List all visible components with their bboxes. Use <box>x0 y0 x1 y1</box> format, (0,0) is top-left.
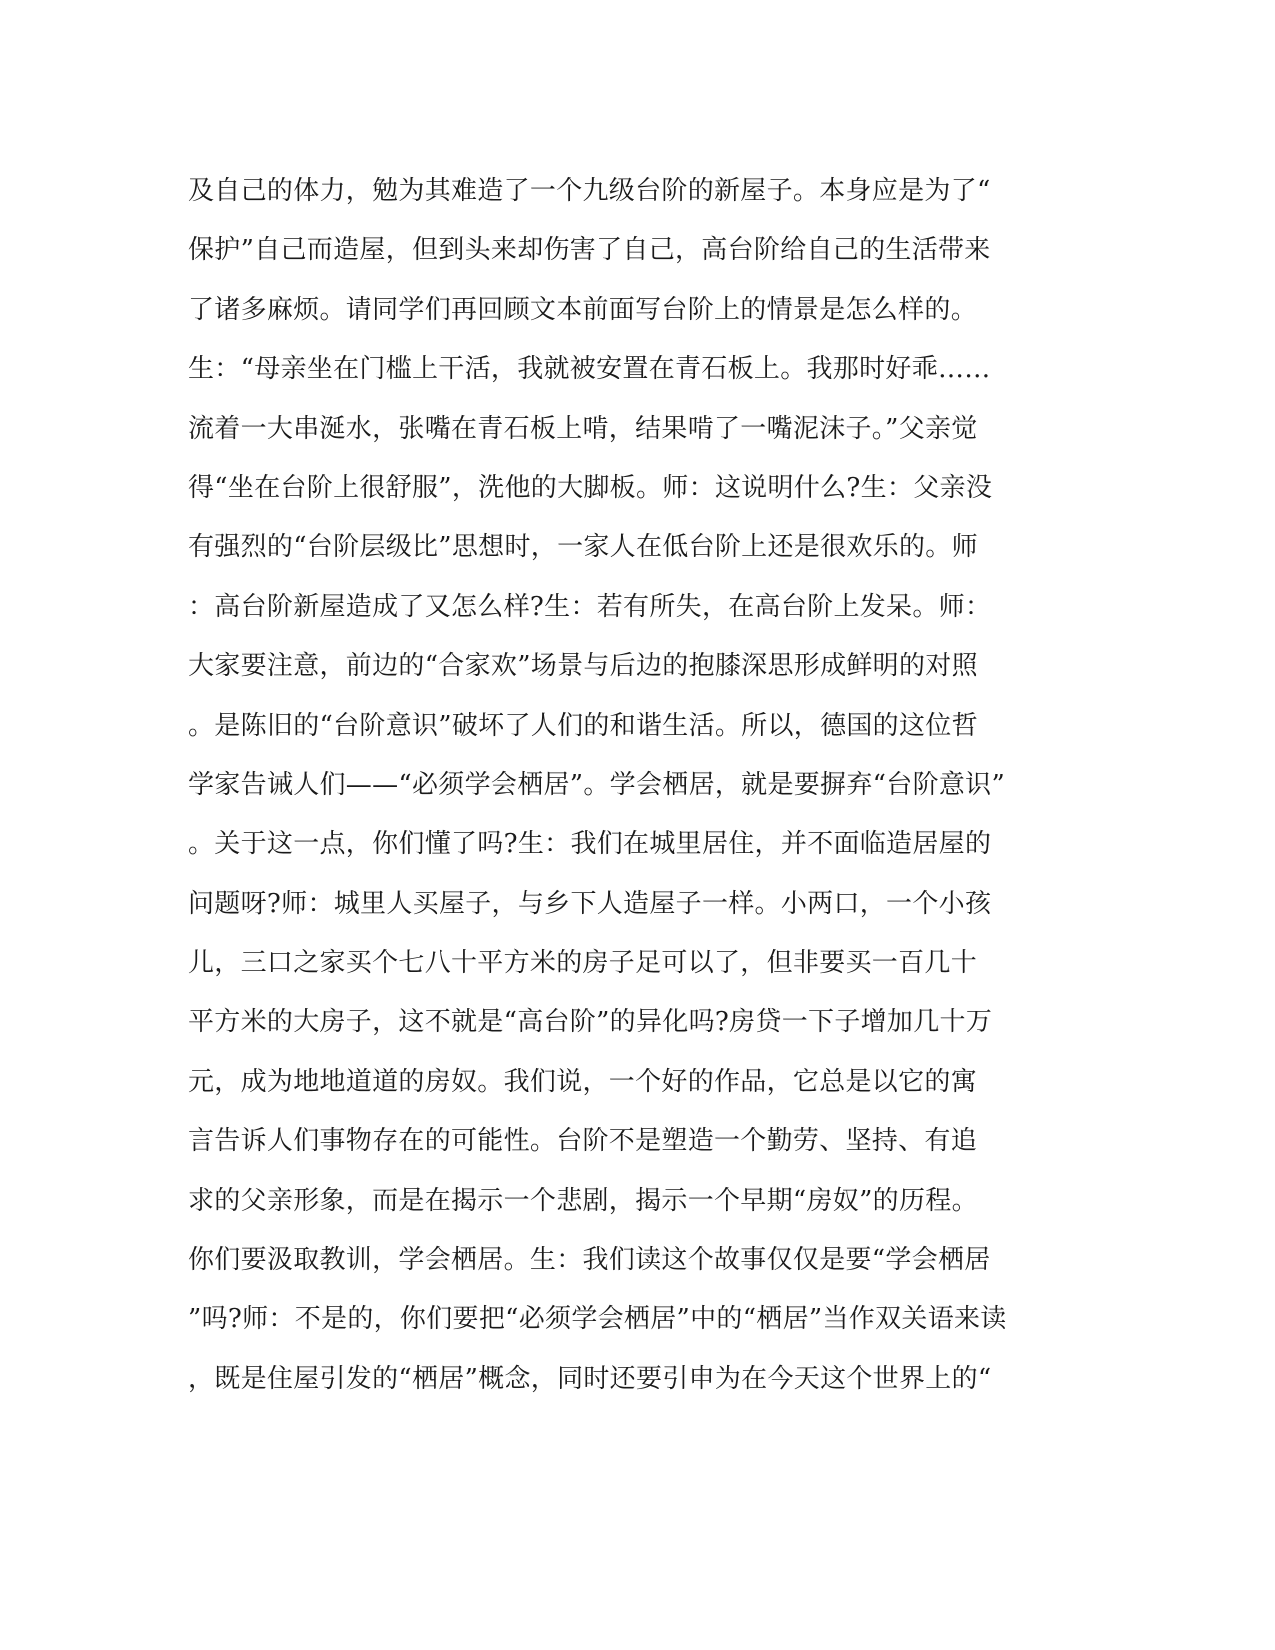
text-line: ”吗?师：不是的，你们要把“必须学会栖居”中的“栖居”当作双关语来读 <box>188 1304 1007 1335</box>
text-line: 了诸多麻烦。请同学们再回顾文本前面写台阶上的情景是怎么样的。 <box>188 294 978 325</box>
text-line: 问题呀?师：城里人买屋子，与乡下人造屋子一样。小两口，一个小孩 <box>188 888 992 919</box>
text-line: 你们要汲取教训，学会栖居。生：我们读这个故事仅仅是要“学会栖居 <box>188 1245 991 1276</box>
text-line: 言告诉人们事物存在的可能性。台阶不是塑造一个勤劳、坚持、有追 <box>188 1126 978 1157</box>
text-line: 求的父亲形象，而是在揭示一个悲剧，揭示一个早期“房奴”的历程。 <box>188 1185 978 1216</box>
text-line: ：高台阶新屋造成了又怎么样?生：若有所失，在高台阶上发呆。师： <box>188 591 992 622</box>
text-line: 元，成为地地道道的房奴。我们说，一个好的作品，它总是以它的寓 <box>188 1066 978 1097</box>
text-line: 。是陈旧的“台阶意识”破坏了人们的和谐生活。所以，德国的这位哲 <box>188 710 978 741</box>
text-line: 。关于这一点，你们懂了吗?生：我们在城里居住，并不面临造居屋的 <box>188 829 992 860</box>
text-line: 平方米的大房子，这不就是“高台阶”的异化吗?房贷一下子增加几十万 <box>188 1007 993 1038</box>
text-line: 有强烈的“台阶层级比”思想时，一家人在低台阶上还是很欢乐的。师 <box>188 532 978 563</box>
body-text <box>188 162 1088 1409</box>
text-line: 生：“母亲坐在门槛上干活，我就被安置在青石板上。我那时好乖…… <box>188 354 991 385</box>
text-line: 大家要注意，前边的“合家欢”场景与后边的抱膝深思形成鲜明的对照 <box>188 651 978 682</box>
text-line: 学家告诫人们——“必须学会栖居”。学会栖居，就是要摒弃“台阶意识” <box>188 769 1006 800</box>
text-line: 儿，三口之家买个七八十平方米的房子足可以了，但非要买一百几十 <box>188 948 978 979</box>
text-line: 及自己的体力，勉为其难造了一个九级台阶的新屋子。本身应是为了“ <box>188 176 991 206</box>
text-line: 得“坐在台阶上很舒服”，洗他的大脚板。师：这说明什么?生：父亲没 <box>188 472 993 503</box>
text-line: 保护”自己而造屋，但到头来却伤害了自己，高台阶给自己的生活带来 <box>188 235 991 266</box>
text-line: 流着一大串涎水，张嘴在青石板上啃，结果啃了一嘴泥沫子。”父亲觉 <box>188 413 978 444</box>
text-line: ，既是住屋引发的“栖居”概念，同时还要引申为在今天这个世界上的“ <box>188 1363 992 1394</box>
